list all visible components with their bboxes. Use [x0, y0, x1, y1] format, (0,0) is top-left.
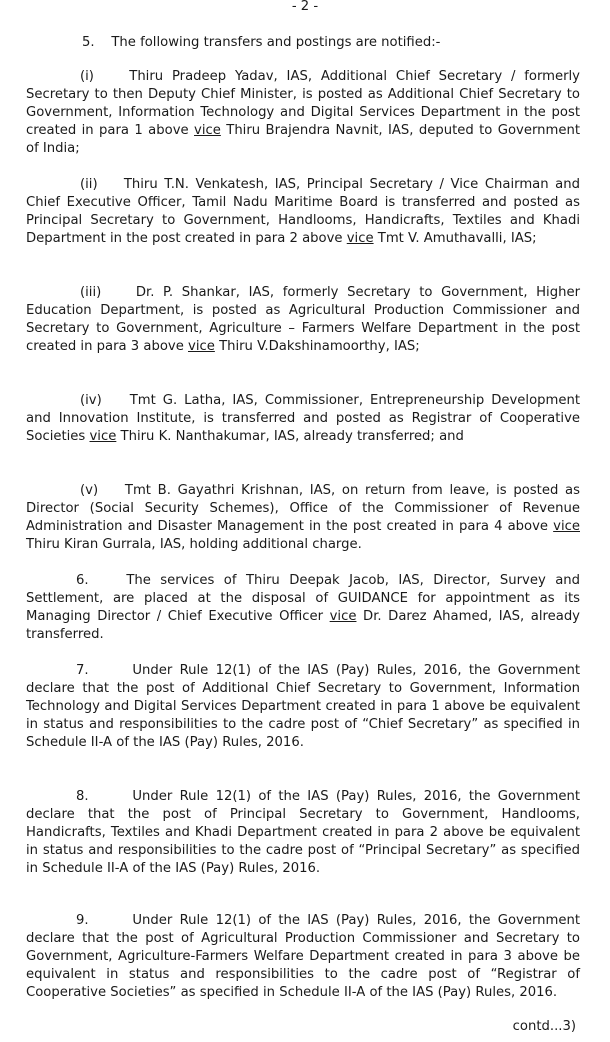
- page-number: - 2 -: [291, 0, 319, 14]
- item-text: Tmt G. Latha, IAS, Commissioner, Entrepreneurship Development and Innovation Institute, is transferred and posted as Registrar of Cooperative Societies: [26, 393, 580, 444]
- section-8: [26, 788, 580, 878]
- transfer-item: [26, 392, 580, 446]
- item-number: (iv): [80, 393, 102, 408]
- section-6: [26, 572, 580, 644]
- item-text: Tmt B. Gayathri Krishnan, IAS, on return from leave, is posted as Director (Social Security Schemes), Office of the Commissioner of Revenue Administration and Disaster Management in the post created in para 4 above: [26, 483, 580, 534]
- vice-word: vice: [553, 519, 580, 534]
- vice-word: vice: [194, 123, 221, 138]
- item-text-end: Thiru Kiran Gurrala, IAS, holding additional charge.: [26, 537, 362, 552]
- transfer-item: [26, 482, 580, 554]
- item-text-end: Thiru V.Dakshinamoorthy, IAS;: [219, 339, 420, 354]
- transfer-item: [26, 68, 580, 158]
- section-text: The following transfers and postings are notified:-: [111, 35, 441, 50]
- section-number: 7.: [76, 663, 89, 678]
- item-text-end: Thiru K. Nanthakumar, IAS, already transferred; and: [120, 429, 464, 444]
- item-number: (iii): [80, 285, 102, 300]
- section-7: [26, 662, 580, 752]
- section-number: 6.: [76, 573, 89, 588]
- vice-word: vice: [346, 231, 374, 246]
- section-number: 9.: [76, 913, 89, 928]
- vice-word: vice: [188, 339, 215, 354]
- section-text: The services of Thiru Deepak Jacob, IAS, Director, Survey and Settlement, are placed at the disposal of GUIDANCE for appointment as its Managing Director / Chief Executive Officer: [26, 573, 580, 624]
- item-number: (i): [80, 69, 94, 84]
- section-number: 5.: [82, 35, 95, 50]
- section-9: [26, 912, 580, 1002]
- item-number: (ii): [80, 177, 98, 192]
- vice-word: vice: [89, 429, 117, 444]
- section-text: Under Rule 12(1) of the IAS (Pay) Rules, 2016, the Government declare that the post of Additional Chief Secretary to Government, Information Technology and Digital Services Department created in para 1 above be equivalent in status and responsibilities to the cadre post of “Chief Secretary” as specified in Schedule II-A of the IAS (Pay) Rules, 2016.: [26, 663, 580, 750]
- item-text: Dr. P. Shankar, IAS, formerly Secretary to Government, Higher Education Department, is posted as Agricultural Production Commissioner and Secretary to Government, Agriculture – Farmers Welfare Department in the post created in para 3 above: [26, 285, 580, 354]
- section-text: Under Rule 12(1) of the IAS (Pay) Rules, 2016, the Government declare that the post of Principal Secretary to Government, Handlooms, Handicrafts, Textiles and Khadi Department created in para 2 above be equivalent in status and responsibilities to the cadre post of “Principal Secretary” as specified in Schedule II-A of the IAS (Pay) Rules, 2016.: [26, 789, 580, 876]
- item-text-end: Tmt V. Amuthavalli, IAS;: [377, 231, 537, 246]
- section-text: Under Rule 12(1) of the IAS (Pay) Rules, 2016, the Government declare that the post of Agricultural Production Commissioner and Secretary to Government, Agriculture-Farmers Welfare Department created in para 3 above be equivalent in status and responsibilities to the cadre post of “Registrar of Cooperative Societies” as specified in Schedule II-A of the IAS (Pay) Rules, 2016.: [26, 913, 580, 1000]
- item-number: (v): [80, 483, 99, 498]
- continuation-note: contd...3): [512, 1019, 576, 1034]
- item-text-end: Thiru Brajendra Navnit, IAS, deputed to Government of India;: [26, 123, 580, 156]
- section-number: 8.: [76, 789, 89, 804]
- item-text: Thiru T.N. Venkatesh, IAS, Principal Secretary / Vice Chairman and Chief Executive Officer, Tamil Nadu Maritime Board is transferred and posted as Principal Secretary to Government, Handlooms, Handicrafts, Textiles and Khadi Department in the post created in para 2 above: [26, 177, 580, 246]
- transfer-item: [26, 176, 580, 248]
- section-5-heading: [82, 34, 440, 52]
- section-text-end: Dr. Darez Ahamed, IAS, already transferred.: [26, 609, 580, 642]
- vice-word: vice: [329, 609, 357, 624]
- item-text: Thiru Pradeep Yadav, IAS, Additional Chief Secretary / formerly Secretary to then Deputy Chief Minister, is posted as Additional Chief Secretary to Government, Information Technology and Digital Services Department in the post created in para 1 above: [26, 69, 580, 138]
- transfer-item: [26, 284, 580, 356]
